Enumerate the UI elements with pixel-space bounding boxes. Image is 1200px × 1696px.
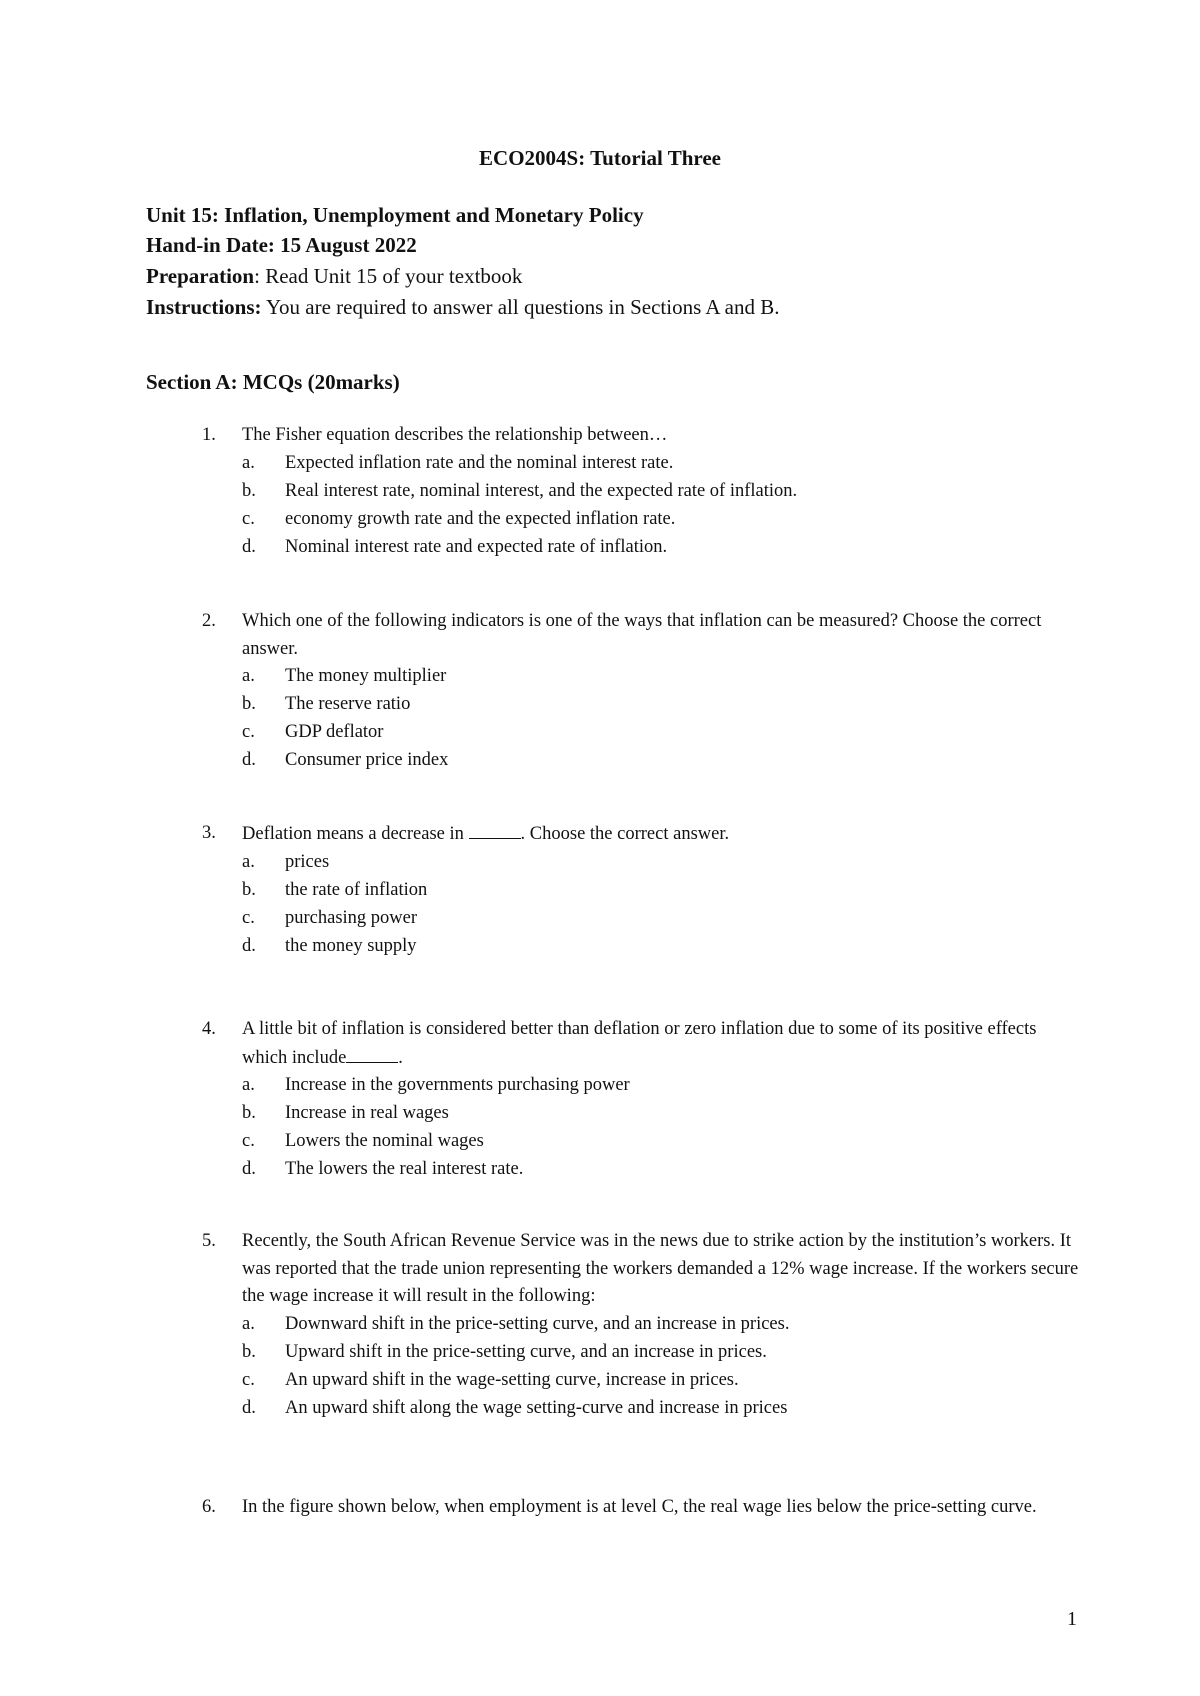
question-number: 5. [202, 1231, 216, 1251]
option-letter: b. [242, 1341, 256, 1362]
option-text: Downward shift in the price-setting curve, and an increase in prices. [285, 1313, 790, 1334]
question-text [242, 820, 1085, 849]
option-letter: c. [242, 508, 255, 529]
instructions-text: You are required to answer all questions in Sections A and B. [261, 295, 780, 319]
preparation-text: : Read Unit 15 of your textbook [254, 264, 523, 288]
option-d [242, 1395, 1085, 1423]
option-text: An upward shift along the wage setting-curve and increase in prices [285, 1397, 788, 1418]
option-list [242, 1311, 1085, 1423]
document-title: ECO2004S: Tutorial Three [479, 146, 721, 170]
question-text: Which one of the following indicators is one of the ways that inflation can be measured? Choose the correct answer. [242, 611, 1042, 659]
question-6 [202, 1494, 1085, 1522]
option-c [242, 1367, 1085, 1395]
question-text-before: A little bit of inflation is considered better than deflation or zero inflation due to some of its positive effects which include [242, 1019, 1037, 1068]
option-letter: a. [242, 666, 255, 686]
option-b [242, 877, 1085, 905]
question-5 [202, 1228, 1085, 1423]
question-number: 6. [202, 1497, 216, 1517]
option-b [242, 1339, 1085, 1367]
option-b [242, 691, 1085, 719]
option-letter: b. [242, 879, 256, 900]
option-letter: a. [242, 1313, 255, 1334]
option-d [242, 747, 1085, 775]
unit-heading: Unit 15: Inflation, Unemployment and Monetary Policy [146, 203, 644, 227]
option-letter: b. [242, 480, 256, 501]
option-text: prices [285, 851, 330, 872]
option-list [242, 849, 1085, 961]
question-number: 3. [202, 823, 216, 843]
option-letter: c. [242, 1369, 255, 1390]
option-c [242, 1128, 1085, 1156]
hand-in-date: Hand-in Date: 15 August 2022 [146, 233, 417, 257]
option-letter: b. [242, 1103, 256, 1123]
option-text: Upward shift in the price-setting curve, and an increase in prices. [285, 1341, 767, 1362]
option-text: Increase in real wages [285, 1103, 449, 1123]
question-text: In the figure shown below, when employment is at level C, the real wage lies below the price-setting curve. [242, 1497, 1037, 1517]
option-a [242, 450, 1085, 478]
option-text: Consumer price index [285, 750, 449, 770]
instructions-line [146, 295, 779, 320]
option-letter: d. [242, 1397, 256, 1418]
section-a-title: Section A: MCQs (20marks) [146, 370, 400, 394]
option-text: purchasing power [285, 907, 418, 928]
option-letter: a. [242, 452, 255, 473]
option-letter: a. [242, 1075, 255, 1095]
option-d [242, 1156, 1085, 1184]
question-2 [202, 608, 1085, 775]
question-text-before: Deflation means a decrease in [242, 824, 469, 844]
option-c [242, 905, 1085, 933]
question-text [242, 1016, 1085, 1072]
question-number: 2. [202, 611, 216, 631]
question-text-after: . [398, 1047, 403, 1068]
option-d [242, 534, 1085, 562]
option-a [242, 849, 1085, 877]
option-text: An upward shift in the wage-setting curve, increase in prices. [285, 1369, 739, 1390]
option-list [242, 663, 1085, 775]
option-text: Real interest rate, nominal interest, and the expected rate of inflation. [285, 480, 798, 501]
option-letter: c. [242, 1131, 255, 1151]
option-d [242, 933, 1085, 961]
question-text: The Fisher equation describes the relationship between… [242, 425, 668, 445]
option-letter: b. [242, 694, 256, 714]
option-letter: d. [242, 1159, 256, 1179]
question-text-after: . Choose the correct answer. [520, 824, 730, 844]
option-b [242, 1100, 1085, 1128]
question-1 [202, 422, 1085, 562]
option-text: Increase in the governments purchasing power [285, 1075, 630, 1095]
option-text: GDP deflator [285, 722, 384, 742]
question-number: 4. [202, 1019, 216, 1039]
option-list [242, 450, 1085, 562]
question-4 [202, 1016, 1085, 1184]
option-a [242, 1311, 1085, 1339]
option-text: economy growth rate and the expected inflation rate. [285, 508, 676, 529]
option-letter: c. [242, 907, 255, 928]
answer-blank [346, 1044, 398, 1063]
instructions-label: Instructions: [146, 295, 262, 319]
question-text: Recently, the South African Revenue Service was in the news due to strike action by the institution’s workers. It was reported that the trade union representing the workers demanded a 12% wage increase. If the workers secure the wage increase it will result in the following: [242, 1231, 1079, 1306]
question-3 [202, 820, 1085, 961]
option-list [242, 1072, 1085, 1184]
option-text: Nominal interest rate and expected rate of inflation. [285, 536, 668, 557]
option-letter: d. [242, 935, 256, 956]
option-text: The money multiplier [285, 666, 447, 686]
option-text: The lowers the real interest rate. [285, 1159, 524, 1179]
option-text: the money supply [285, 935, 417, 956]
option-letter: d. [242, 536, 256, 557]
answer-blank [469, 820, 521, 839]
question-number: 1. [202, 425, 216, 445]
option-a [242, 663, 1085, 691]
option-a [242, 1072, 1085, 1100]
page-number: 1 [1067, 1608, 1077, 1630]
option-b [242, 478, 1085, 506]
preparation-label: Preparation [146, 264, 255, 288]
option-text: Expected inflation rate and the nominal interest rate. [285, 452, 674, 473]
option-c [242, 719, 1085, 747]
option-text: Lowers the nominal wages [285, 1131, 484, 1151]
option-letter: d. [242, 750, 256, 770]
option-text: the rate of inflation [285, 879, 428, 900]
option-letter: a. [242, 851, 255, 872]
preparation-line [146, 264, 522, 289]
option-letter: c. [242, 722, 255, 742]
option-text: The reserve ratio [285, 694, 411, 714]
option-c [242, 506, 1085, 534]
